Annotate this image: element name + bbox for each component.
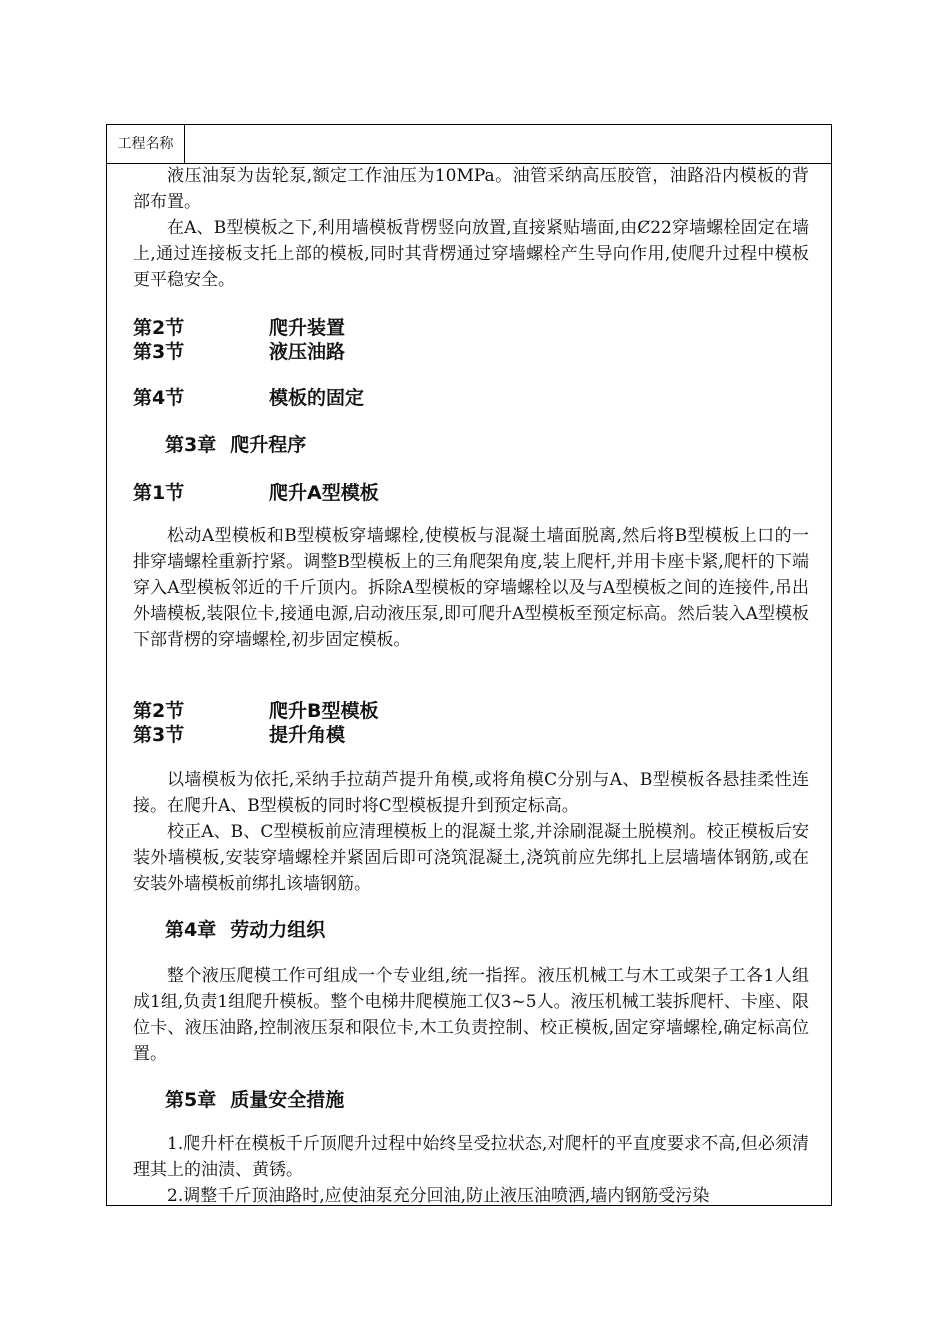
- section-heading: 第3节 液压油路: [133, 341, 346, 363]
- paragraph: 整个液压爬模工作可组成一个专业组,统一指挥。液压机械工与木工或架子工各1人组成1组,负责1组爬升模板。整个电梯井爬模施工仅3~5人。液压机械工装拆爬杆、卡座、限位卡、液压油路,控制液压泵和限位卡,木工负责控制、校正模板,固定穿墙螺栓,确定标高位置。: [133, 966, 809, 1064]
- paragraph-block-5: [133, 1131, 809, 1209]
- project-name-label: 工程名称: [107, 125, 185, 163]
- paragraph: 校正A、B、C型模板前应清理模板上的混凝土浆,并涂刷混凝土脱模剂。校正模板后安装外墙模板,安装穿墙螺栓并紧固后即可浇筑混凝土,浇筑前应先绑扎上层墙墙体钢筋,或在安装外墙模板前绑扎该墙钢筋。: [133, 822, 809, 894]
- section-heading: 第4节 模板的固定: [133, 387, 365, 409]
- section-heading: 第3节 提升角模: [133, 724, 346, 746]
- paragraph-block-2: [133, 523, 809, 653]
- paragraph: 在A、B型模板之下,利用墙模板背楞竖向放置,直接紧贴墙面,由Ȼ22穿墙螺栓固定在墙上,通过连接板支托上部的模板,同时其背楞通过穿墙螺栓产生导向作用,使爬升过程中模板更平稳安全。: [133, 218, 809, 290]
- paragraph-block-1: [133, 163, 809, 293]
- chapter-heading: 第4章 劳动力组织: [165, 919, 326, 941]
- paragraph: 1.爬升杆在模板千斤顶爬升过程中始终呈受拉状态,对爬杆的平直度要求不高,但必须清理其上的油渍、黄锈。: [133, 1134, 809, 1180]
- section-heading: 第1节 爬升A型模板: [133, 482, 379, 504]
- section-heading: 第2节 爬升装置: [133, 317, 346, 339]
- paragraph: 液压油泵为齿轮泵,额定工作油压为10MPa。油管采纳高压胶管，油路沿内模板的背部布置。: [133, 166, 809, 212]
- paragraph: 2.调整千斤顶油路时,应使油泵充分回油,防止液压油喷洒,墙内钢筋受污染: [167, 1186, 710, 1206]
- chapter-heading: 第5章 质量安全措施: [165, 1089, 345, 1111]
- document-frame: [106, 124, 832, 1206]
- paragraph: 松动A型模板和B型模板穿墙螺栓,使模板与混凝土墙面脱离,然后将B型模板上口的一排穿墙螺栓重新拧紧。调整B型模板上的三角爬架角度,装上爬杆,并用卡座卡紧,爬杆的下端穿入A型模板邻近的千斤顶内。拆除A型模板的穿墙螺栓以及与A型模板之间的连接件,吊出外墙模板,装限位卡,接通电源,启动液压泵,即可爬升A型模板至预定标高。然后装入A型模板下部背楞的穿墙螺栓,初步固定模板。: [133, 526, 809, 650]
- chapter-heading: 第3章 爬升程序: [165, 434, 307, 456]
- section-heading: 第2节 爬升B型模板: [133, 700, 379, 722]
- paragraph-block-3: [133, 767, 809, 897]
- paragraph-block-4: [133, 963, 809, 1067]
- header-row: [107, 125, 831, 164]
- paragraph: 以墙模板为依托,采纳手拉葫芦提升角模,或将角模C分别与A、B型模板各悬挂柔性连接。在爬升A、B型模板的同时将C型模板提升到预定标高。: [133, 770, 809, 816]
